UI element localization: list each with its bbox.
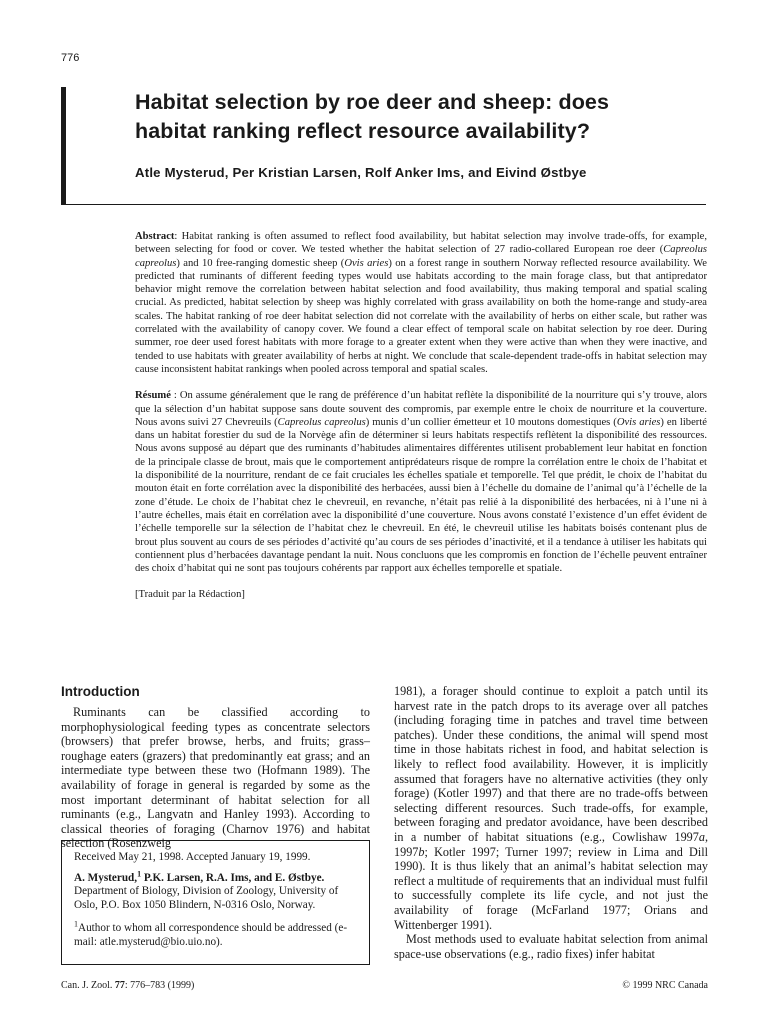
author-affiliation [74, 868, 357, 913]
title-line-1: Habitat selection by roe deer and sheep: does [135, 90, 610, 114]
article-title [135, 88, 735, 146]
footnote-marker: 1 [137, 868, 142, 878]
resume-text: ) en liberté dans un habitat forestier du sud de la Norvège afin de déterminer si leurs habitats respectifs reflètent la disponibilité des ressources. Nous avons supposé au départ que des ruminants d’habitudes alimentaires différentes utilisent probablement leur habitat en fonction de la principale classe de brout, mais que le comportement antiprédateurs risque de rompre la corrélation entre le choix de l’habitat et la disponibilité de la nourriture, rendant de ce fait cruciales les échelles spatiale et temporelle. Tel que prédit, le choix de l’habitat du mouton était en forte corrélation avec la disponibilité des herbacées, aussi bien à l’échelle du domaine de l’animal qu’à l’échelle de la zone d’étude. Le choix de l’habitat chez le chevreuil, en revanche, n’était pas relié à la disponibilité des herbacées, ni à l’une ni à l’autre échelles, mais était en corrélation avec la disponibilité d’une couverture. Nous avons constaté l’existence d’un effet évident de l’échelle temporelle sur la sélection de l’habitat chez le chevreuil. En été, le chevreuil utilise les habitats boisés contenant plus de brout plus souvent au cours de ses périodes d’activité qu’au cours de ses périodes d’inactivité, et il a tendance à utiliser les habitats qui contiennent plus d’herbacées davantage pendant la nuit. Nous concluons que les compromis en fonction de l’échelle peuvent entraîner des choix d’habitat qui ne sont pas toujours cohérents par rapport aux échelles temporelle et spatiale. [135, 416, 707, 575]
journal-pages: : 776–783 (1999) [124, 980, 195, 991]
introduction-paragraph: Ruminants can be classified according to morphophysiological feeding types as concentrate selectors (browsers) that prefer browse, herbs, and fruits; grass–roughage eaters (grazers) that predominantly eat grass; and an intermediate type between these two (Hofmann 1989). The availability of forage in general is regarded by some as the most important determinant of habitat selection for all ruminants (e.g., Langvatn and Hanley 1993). According to classical theories of foraging (Charnov 1976) and habitat selection (Rosenzweig [61, 705, 370, 851]
introduction-paragraph: Most methods used to evaluate habitat selection from animal space-use observations (e.g., radio fixes) infer habitat [394, 932, 708, 961]
species-name: Capreolus capreolus [135, 244, 707, 269]
correspondence-footnote [74, 919, 357, 949]
species-name: Ovis aries [616, 416, 661, 428]
title-line-2: habitat ranking reflect resource availability? [135, 119, 591, 143]
resume-label: Résumé [135, 390, 171, 402]
species-name: Capreolus capreolus [277, 416, 366, 428]
abstract-block [135, 230, 707, 615]
affiliation-text: Department of Biology, Division of Zoology, University of Oslo, P.O. Box 1050 Blindern, N-0316 Oslo, Norway. [74, 885, 339, 911]
translation-note: [Traduit par la Rédaction] [135, 589, 245, 601]
page-number: 776 [61, 52, 80, 64]
journal-citation [61, 980, 194, 991]
introduction-paragraph: 1981), a forager should continue to exploit a patch until its harvest rate in the patch drops to its average over all patches (including foraging time in patches and travel time between patches). Under these conditions, the animal will spend most time in those habitats richest in food, and habitat selection is likely to reflect food availability. However, it is implicitly assumed that foragers have no alternative activities (they only forage) (Kotler 1997) and that there are no trade-offs between selecting different resources. Such trade-offs, for example, between foraging and predator avoidance, have been described in a number of habitat situations (e.g., Cowlishaw 1997a, 1997b; Kotler 1997; Turner 1997; review in Lima and Dill 1990). It is thus likely that an animal’s habitat selection may reflect a multitude of requirements that an individual must fulfil to successfully complete its life cycle, and not just the availability of forage (McFarland 1977; Orians and Wittenberger 1991). [394, 684, 708, 932]
copyright-notice: © 1999 NRC Canada [622, 980, 708, 991]
resume-text: ) munis d’un collier émetteur et 10 moutons domestiques ( [365, 416, 617, 428]
left-column [61, 684, 370, 851]
resume-text: : On assume généralement que le rang de préférence d’un habitat reflète la disponibilité de la nourriture qui s’y trouve, alors que la sélection d’un habitat suppose sans doute souvent des compromis, par exemple entre le choix de nourriture et la couverture. Nous avons suivi 27 Chevreuils ( [135, 390, 707, 428]
abstract-paragraph [135, 230, 707, 376]
footnote-marker: 1 [74, 919, 78, 929]
title-bar-decoration [61, 87, 66, 205]
resume-paragraph [135, 389, 707, 575]
abstract-text: ) on a forest range in southern Norway reflected resource availability. We predicted that ruminants of different feeding types would use habitats according to the main forage class, but that antipredator behavior might remove the correlation between habitat selection and food availability, thus making temporal and spatial scaling crucial. As predicted, habitat selection by sheep was highly correlated with grass availability on both the home-range and study-area scales. The habitat ranking of roe deer habitat selection did not correlate with the availability of herbs on either scale, but rather was correlated with the availability of canopy cover. We found a clear effect of temporal scale on habitat selection by roe deer. During summer, roe deer used forest habitats with more forage to a greater extent when they were active than when they were inactive, and tended to use habitats with greater availability of herbs at night. We conclude that scale-dependent trade-offs in habitat selection may cause inconsistent habitat rankings when pooled across temporal and spatial scales. [135, 257, 707, 375]
received-dates: Received May 21, 1998. Accepted January 19, 1999. [74, 851, 311, 863]
article-info-box [61, 840, 370, 965]
journal-name: Can. J. Zool. [61, 980, 115, 991]
introduction-heading: Introduction [61, 684, 140, 699]
abstract-text: ) and 10 free-ranging domestic sheep ( [176, 257, 345, 269]
footnote-text: Author to whom all correspondence should be addressed (e-mail: atle.mysterud@bio.uio.no). [74, 922, 348, 948]
right-column [394, 684, 708, 961]
abstract-text: : Habitat ranking is often assumed to reflect food availability, but habitat selection may involve trade-offs, for example, between selecting for food or cover. We tested whether the habitat selection of 27 radio-collared European roe deer ( [135, 231, 707, 256]
abstract-label: Abstract [135, 231, 175, 242]
co-authors: P.K. Larsen, R.A. Ims, and E. Østbye. [141, 871, 325, 884]
header-rule [66, 204, 706, 205]
author-list: Atle Mysterud, Per Kristian Larsen, Rolf Anker Ims, and Eivind Østbye [135, 165, 587, 180]
corresponding-author: A. Mysterud, [74, 871, 138, 884]
journal-volume: 77 [114, 980, 125, 991]
species-name: Ovis aries [344, 257, 389, 269]
